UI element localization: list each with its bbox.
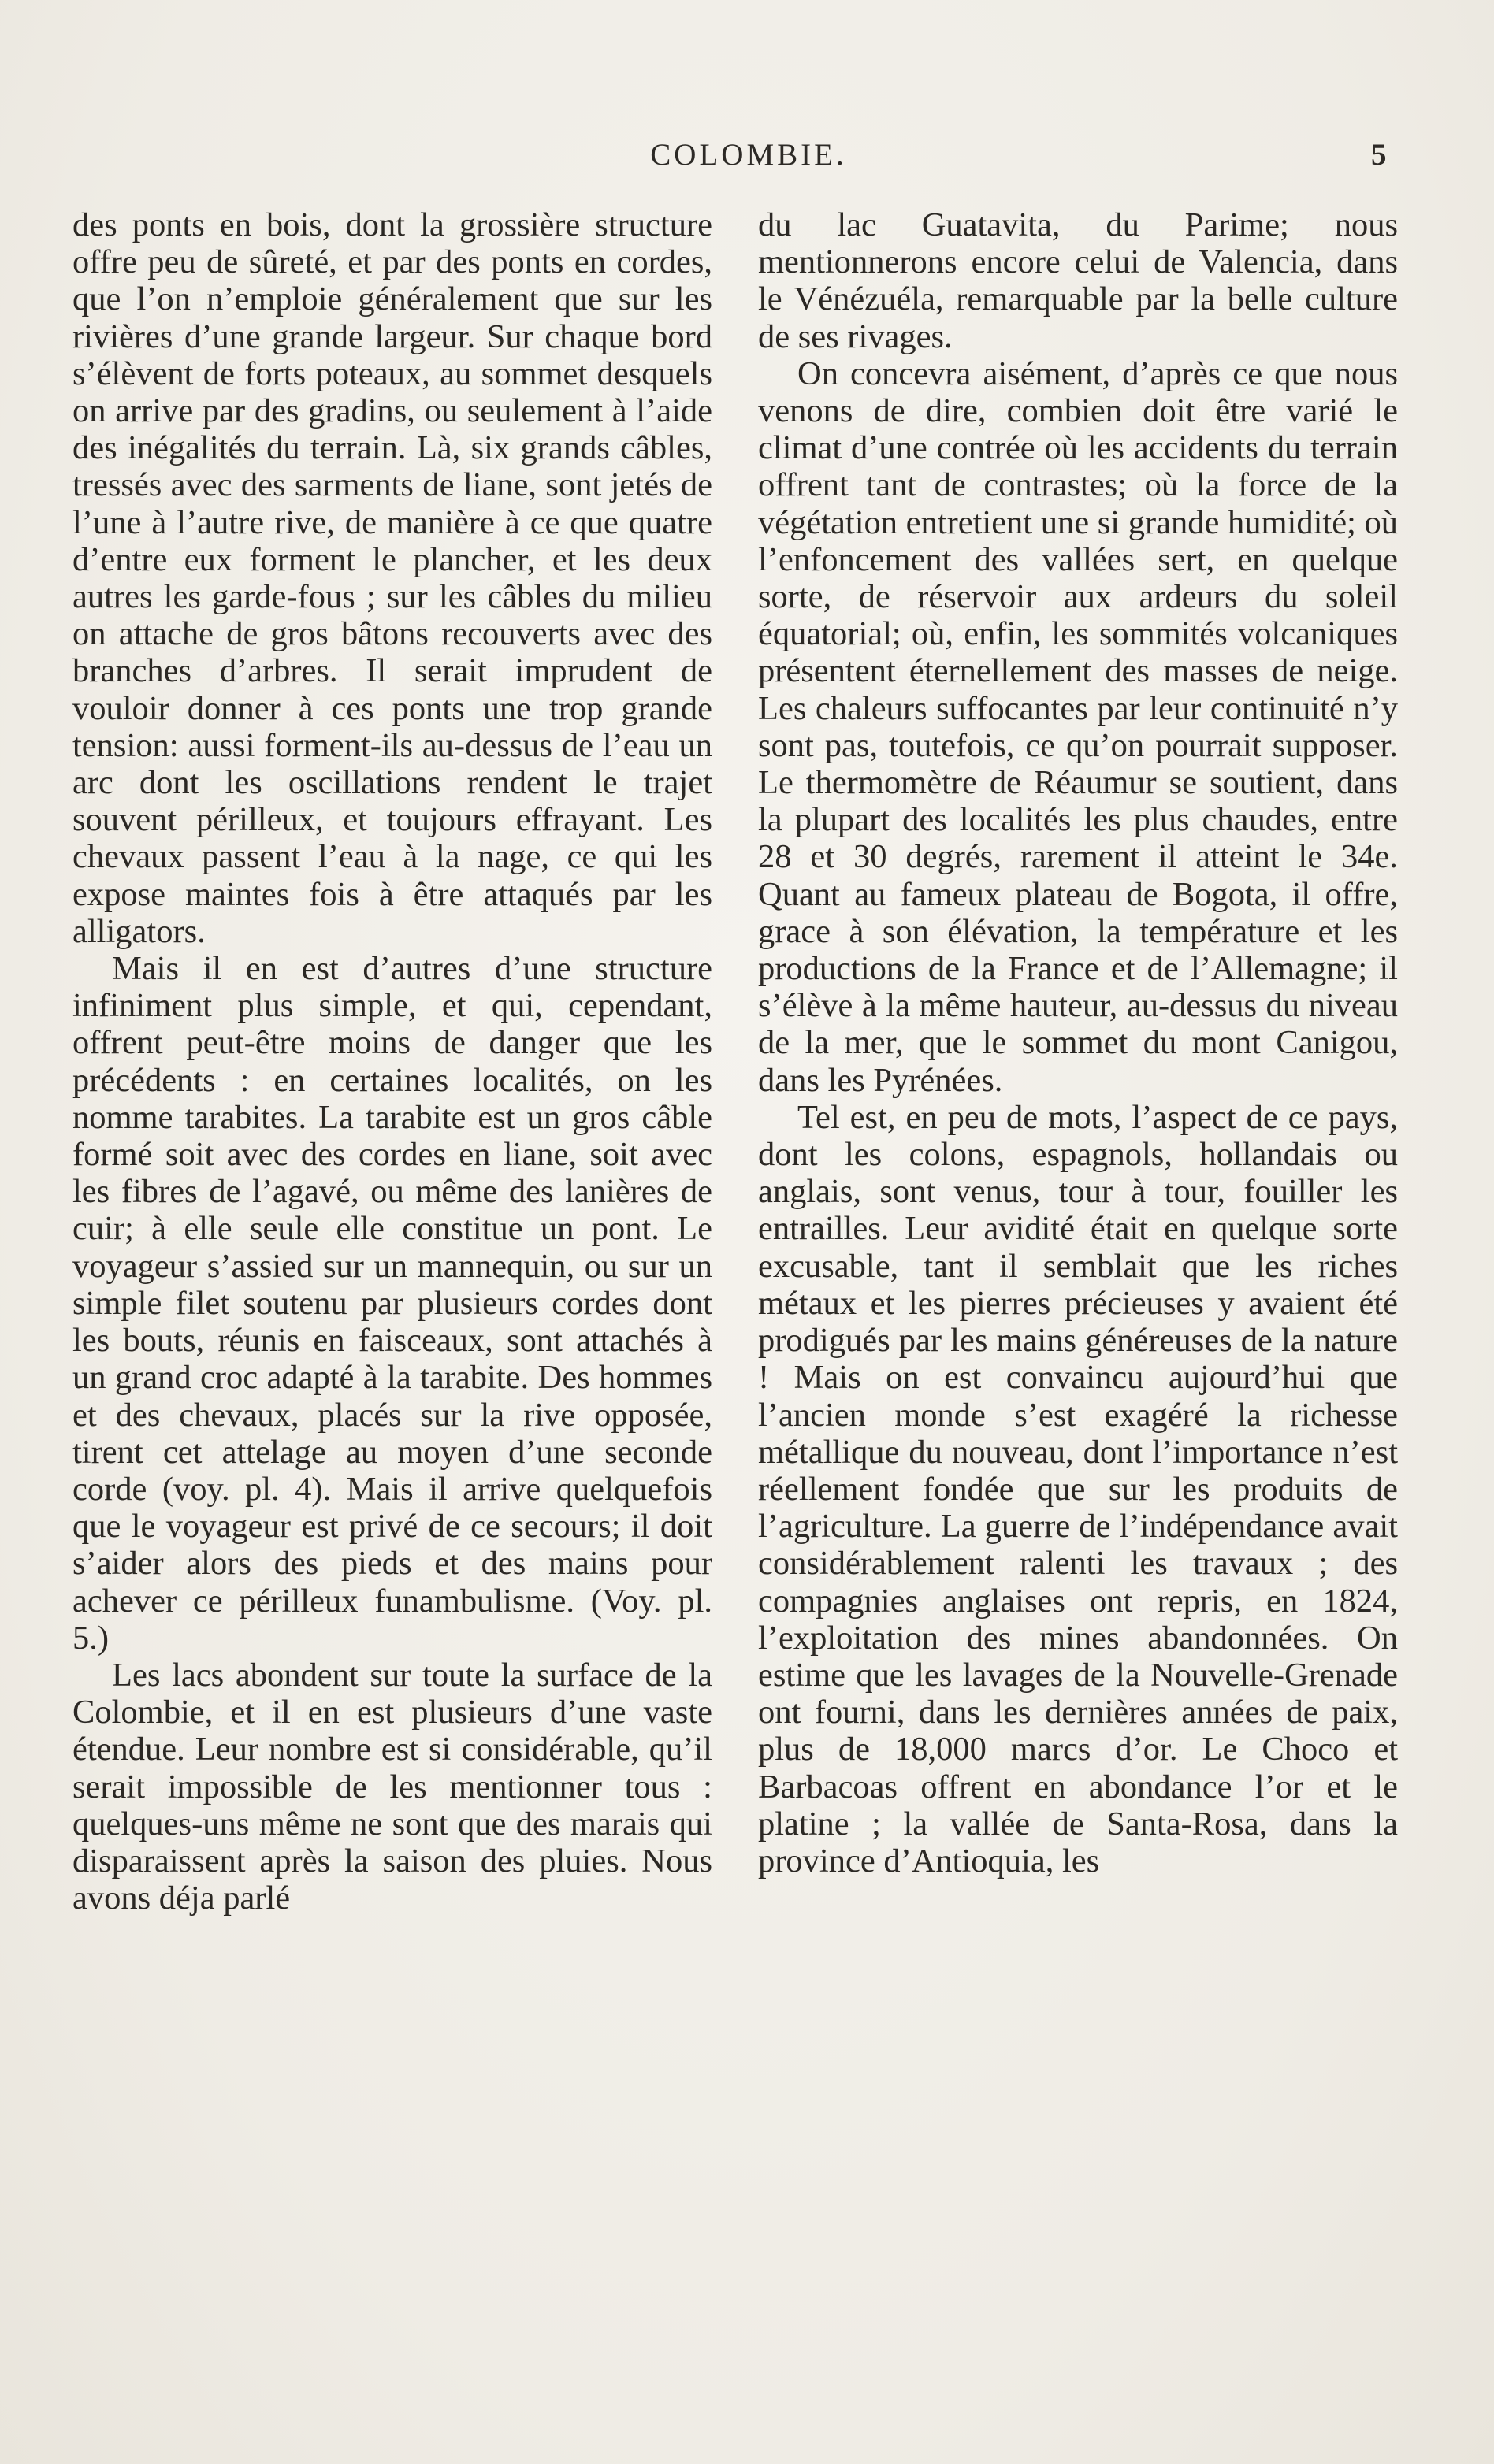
right-column [758,206,1398,1880]
left-column [72,206,712,1917]
paragraph: Mais il en est d’autres d’une structure infiniment plus simple, et qui, cependant, offrent peut-être moins de danger que les précédents : en certaines localités, on les nomme tarabites. La tarabite est un gros câble formé soit avec des cordes en liane, soit avec les fibres de l’agavé, ou même des lanières de cuir; à elle seule elle constitue un pont. Le voyageur s’assied sur un mannequin, ou sur un simple filet soutenu par plusieurs cordes dont les bouts, réunis en faisceaux, sont attachés à un grand croc adapté à la tarabite. Des hommes et des chevaux, placés sur la rive opposée, tirent cet attelage au moyen d’une seconde corde (voy. pl. 4). Mais il arrive quelquefois que le voyageur est privé de ce secours; il doit s’aider alors des pieds et des mains pour achever ce périlleux funambulisme. (Voy. pl. 5.) [72,950,712,1657]
paragraph: des ponts en bois, dont la grossière structure offre peu de sûreté, et par des ponts en cordes, que l’on n’emploie généralement que sur les rivières d’une grande largeur. Sur chaque bord s’élèvent de forts poteaux, au sommet desquels on arrive par des gradins, ou seulement à l’aide des inégalités du terrain. Là, six grands câbles, tressés avec des sarments de liane, sont jetés de l’une à l’autre rive, de manière à ce que quatre d’entre eux forment le plancher, et les deux autres les garde-fous ; sur les câbles du milieu on attache de gros bâtons recouverts avec des branches d’arbres. Il serait imprudent de vouloir donner à ces ponts une trop grande tension: aussi forment-ils au-dessus de l’eau un arc dont les oscillations rendent le trajet souvent périlleux, et toujours effrayant. Les chevaux passent l’eau à la nage, ce qui les expose maintes fois à être attaqués par les alligators. [72,206,712,950]
page-number: 5 [1371,138,1387,172]
paragraph: Les lacs abondent sur toute la surface de la Colombie, et il en est plusieurs d’une vaste étendue. Leur nombre est si considérable, qu’il serait impossible de les mentionner tous : quelques-uns même ne sont que des marais qui disparaissent après la saison des pluies. Nous avons déja parlé [72,1656,712,1917]
paragraph: On concevra aisément, d’après ce que nous venons de dire, combien doit être varié le climat d’une contrée où les accidents du terrain offrent tant de contrastes; où la force de la végétation entretient une si grande humidité; où l’enfoncement des vallées sert, en quelque sorte, de réservoir aux ardeurs du soleil équatorial; où, enfin, les sommités volcaniques présentent éternellement des masses de neige. Les chaleurs suffocantes par leur continuité n’y sont pas, toutefois, ce qu’on pourrait supposer. Le thermomètre de Réaumur se soutient, dans la plupart des localités les plus chaudes, entre 28 et 30 degrés, rarement il atteint le 34e. Quant au fameux plateau de Bogota, il offre, grace à son élévation, la température et les productions de la France et de l’Allemagne; il s’élève à la même hauteur, au-dessus du niveau de la mer, que le sommet du mont Canigou, dans les Pyrénées. [758,354,1398,1099]
paragraph: Tel est, en peu de mots, l’aspect de ce pays, dont les colons, espagnols, hollandais ou anglais, sont venus, tour à tour, fouiller les entrailles. Leur avidité était en quelque sorte excusable, tant il semblait que les riches métaux et les pierres précieuses y avaient été prodigués par les mains généreuses de la nature ! Mais on est convaincu aujourd’hui que l’ancien monde s’est exagéré la richesse métallique du nouveau, dont l’importance n’est réellement fondée que sur les produits de l’agriculture. La guerre de l’indépendance avait considérablement ralenti les travaux ; des compagnies anglaises ont repris, en 1824, l’exploitation des mines abandonnées. On estime que les lavages de la Nouvelle-Grenade ont fourni, dans les dernières années de paix, plus de 18,000 marcs d’or. Le Choco et Barbacoas offrent en abondance l’or et le platine ; la vallée de Santa-Rosa, dans la province d’Antioquia, les [758,1098,1398,1880]
paragraph: du lac Guatavita, du Parime; nous mentionnerons encore celui de Valencia, dans le Vénézuéla, remarquable par la belle culture de ses rivages. [758,206,1398,355]
running-title: COLOMBIE. [650,138,847,172]
